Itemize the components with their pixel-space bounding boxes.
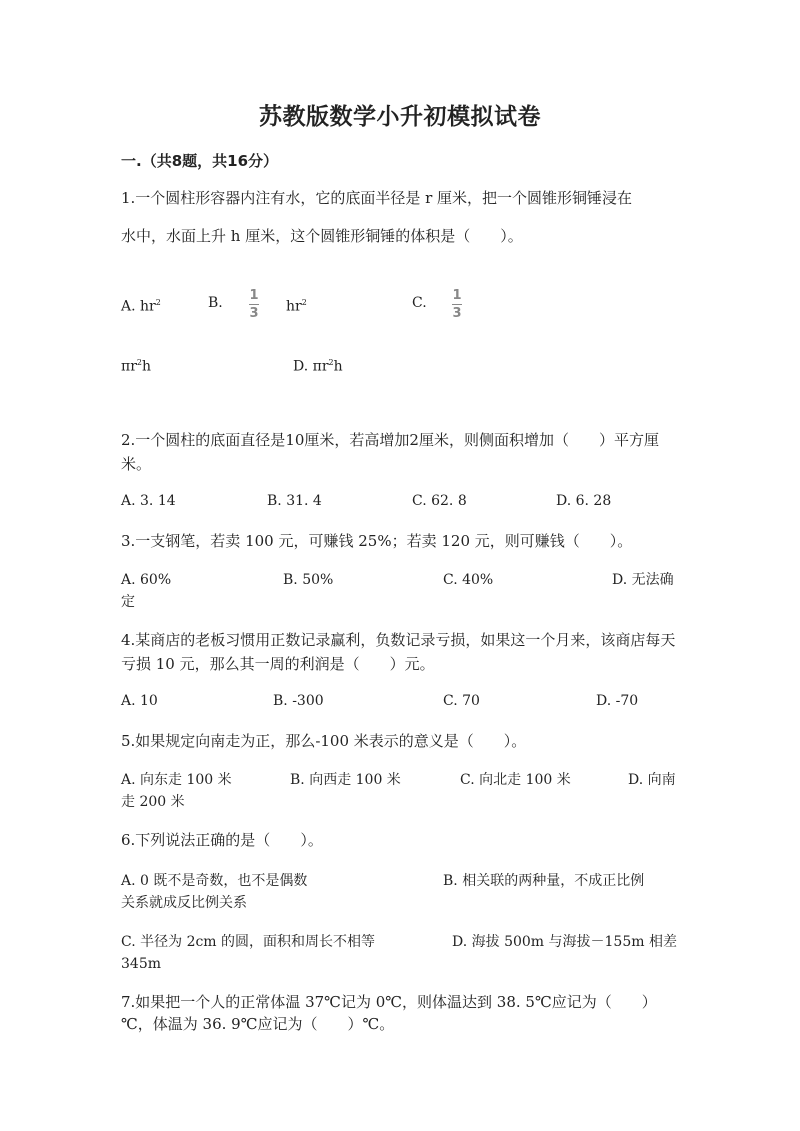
q3-option-b: B. 50%: [283, 572, 334, 588]
question-3-stem: 3.一支钢笔，若卖 100 元，可赚钱 25%；若卖 120 元，则可赚钱（ ）。: [121, 532, 633, 550]
question-1-stem-line-2: 水中，水面上升 h 厘米，这个圆锥形铜锤的体积是（ ）。: [121, 227, 523, 245]
q6-option-b: B. 相关联的两种量，不成正比例: [443, 873, 645, 889]
q5-option-c: C. 向北走 100 米: [460, 772, 571, 788]
q5-option-b: B. 向西走 100 米: [290, 772, 401, 788]
q3-option-a: A. 60%: [121, 572, 172, 588]
q3-option-c: C. 40%: [443, 572, 494, 588]
q4-option-d: D. -70: [596, 693, 639, 709]
q2-option-b: B. 31. 4: [267, 493, 322, 509]
question-7-stem-line-1: 7.如果把一个人的正常体温 37℃记为 0℃，则体温达到 38. 5℃应记为（ ）: [121, 993, 657, 1011]
q1-option-a: A. $hr^2$: [121, 298, 161, 315]
fraction-denominator: 3: [452, 306, 462, 321]
question-2-stem: 2.一个圆柱的底面直径是10厘米，若高增加2厘米，则侧面积增加（ ）平方厘米。: [121, 431, 659, 473]
q6-option-b-continued: 关系就成反比例关系: [121, 895, 247, 911]
q6-option-d: D. 海拔 500m 与海拔－155m 相差: [452, 934, 677, 950]
q2-option-a: A. 3. 14: [121, 493, 176, 509]
q1-option-c-continued: $\pi r^2h$: [121, 358, 152, 375]
q2-option-c: C. 62. 8: [412, 493, 467, 509]
fraction-bar: [452, 304, 462, 305]
q4-option-b: B. -300: [273, 693, 324, 709]
q1-option-b-label: B.: [208, 295, 223, 311]
q6-option-c: C. 半径为 2cm 的圆，面积和周长不相等: [121, 934, 376, 950]
q3-option-d-continued: 定: [121, 594, 135, 610]
q1-option-b-text: $hr^2$: [286, 298, 307, 315]
q2-option-d: D. 6. 28: [556, 493, 612, 509]
question-1-stem-line-1: 1.一个圆柱形容器内注有水，它的底面半径是 r 厘米，把一个圆锥形铜锤浸在: [121, 189, 633, 207]
question-7-stem-line-2: ℃，体温为 36. 9℃应记为（ ）℃。: [121, 1015, 395, 1033]
q5-option-d: D. 向南: [628, 772, 676, 788]
fraction-numerator: 1: [452, 288, 462, 303]
q5-option-a: A. 向东走 100 米: [121, 772, 232, 788]
fraction-bar: [249, 304, 259, 305]
fraction-numerator: 1: [249, 288, 259, 303]
question-5-stem: 5.如果规定向南走为正，那么-100 米表示的意义是（ ）。: [121, 732, 527, 750]
q4-option-a: A. 10: [121, 693, 158, 709]
q4-option-c: C. 70: [443, 693, 480, 709]
question-4-stem: 4.某商店的老板习惯用正数记录赢利，负数记录亏损，如果这一个月来，该商店每天亏损 10 元，那么其一周的利润是（ ）元。: [121, 631, 676, 673]
q1-option-d: D. $\pi r^2h$: [293, 358, 343, 375]
section-heading: 一.（共8题，共16分）: [121, 152, 279, 170]
question-6-stem: 6.下列说法正确的是（ ）。: [121, 831, 323, 849]
q1-option-c-fraction: [452, 288, 462, 321]
exam-title: 苏教版数学小升初模拟试卷: [259, 104, 541, 130]
q5-option-d-continued: 走 200 米: [121, 794, 185, 810]
q1-option-b-fraction: [249, 288, 259, 321]
q6-option-a: A. 0 既不是奇数，也不是偶数: [121, 873, 308, 889]
q3-option-d: D. 无法确: [612, 572, 674, 588]
q6-option-d-continued: 345m: [121, 956, 161, 972]
fraction-denominator: 3: [249, 306, 259, 321]
q1-option-c-label: C.: [412, 295, 427, 311]
